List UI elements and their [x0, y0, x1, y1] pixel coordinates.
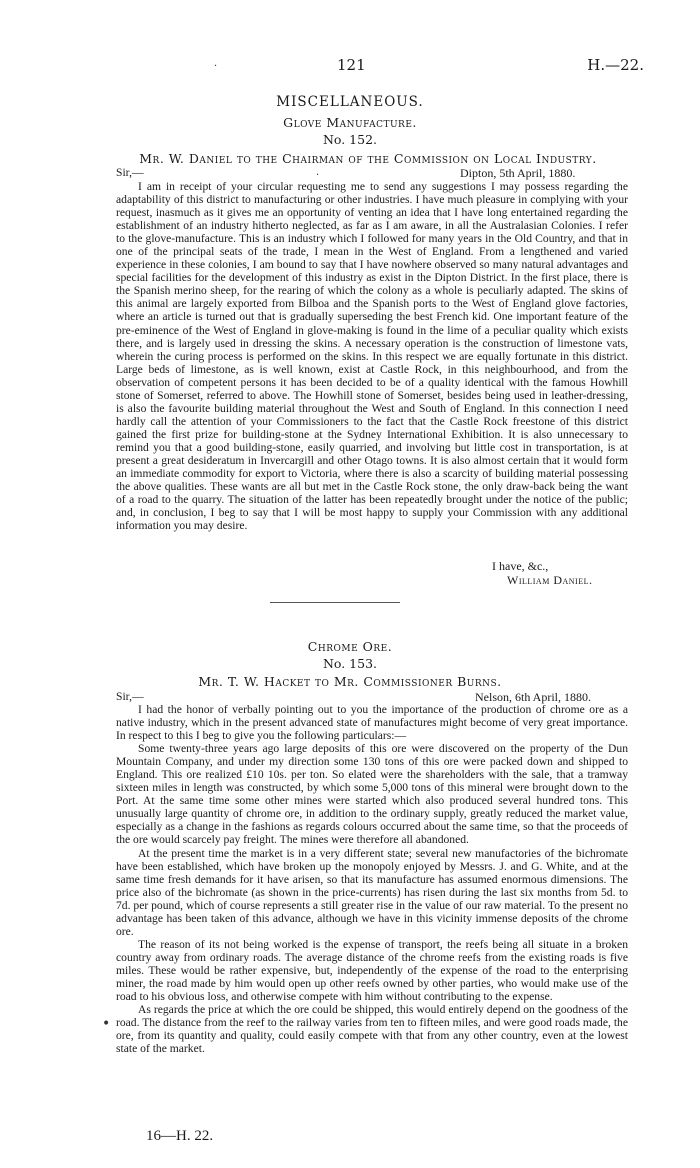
signature-mark: 16—H. 22. — [146, 1128, 214, 1144]
salutation-152: Sir,— — [116, 166, 144, 179]
print-speck: • — [102, 1016, 111, 1032]
document-reference: H.—22. — [587, 56, 644, 74]
letter-heading-153: Mr. T. W. Hacket to Mr. Commissioner Burns. — [198, 674, 502, 689]
letter-body-153 — [116, 703, 628, 1055]
page-number: 121 — [337, 56, 366, 74]
paragraph: As regards the price at which the ore could be shipped, this would entirely depend on the goodness of the road. The distance from the reef to the railway varies from ten to fifteen miles, and were good roads made, the ore, from its quantity and quality, could easily compete with that from any other country, even at the lowest state of the market. — [116, 1003, 628, 1056]
letter-number-153: No. 153. — [322, 656, 378, 671]
section-divider — [270, 602, 400, 603]
paragraph: I had the honor of verbally pointing out to you the importance of the production of chrome ore as a native industry, which in the present advanced state of manufactures might become of very great importance. In respect to this I beg to give you the following particulars:— — [116, 703, 628, 743]
section-title: MISCELLANEOUS. — [276, 94, 424, 110]
paragraph: The reason of its not being worked is the expense of transport, the reefs being all situate in a broken country away from ordinary roads. The average distance of the chrome reefs from the existing roads is five miles. These would be rather expensive, but, independently of the expense of the road to the enterprising miner, the road made by him would open up other reefs owned by other parties, who would make use of the road to his obvious loss, and otherwise compete with him without contributing to the expense. — [116, 937, 628, 1004]
paragraph: Some twenty-three years ago large deposits of this ore were discovered on the property of the Dun Mountain Company, and under my direction some 130 tons of this ore were packed down and shipped to England. This ore realized £10 10s. per ton. So elated were the shareholders with the sale, that a tramway sixteen miles in length was constructed, by which some 5,000 tons of this mineral were brought down to the Port. At the same time some other mines were started which also produced several hundred tons. This unusually large quantity of chrome ore, in addition to the ordinary supply, greatly reduced the market value, especially as a change in the fashions as regards colours occurred about the same time, so that the proceeds of the ore would scarcely pay freight. The mines were therefore all abandoned. — [116, 742, 628, 847]
letter-subject-chrome: Chrome Ore. — [307, 639, 393, 654]
letter-subject-glove: Glove Manufacture. — [283, 115, 417, 130]
letter-heading-152: Mr. W. Daniel to the Chairman of the Commission on Local Industry. — [139, 151, 597, 166]
paragraph: I am in receipt of your circular requesting me to send any suggestions I may possess regarding the adaptability of this district to manufacturing or other industries. I have much pleasure in complying with your request, inasmuch as it gives me an opportunity of venting an idea that I have long entertained regarding the establishment of an industry hitherto neglected, as far as I am aware, in all the Australasian Colonies. I refer to the glove-manufacture. This is an industry which I followed for many years in the Old Country, and that in one of the principal seats of the trade, I mean in the West of England. From a lengthened and varied experience in these colonies, I am bound to say that I have nowhere observed so many natural advantages and special facilities for the development of this industry as exist in the Dipton District. In the first place, there is the Spanish merino sheep, for the rearing of which the colony as a whole is peculiarly adapted. The skins of this animal are largely exported from Bilboa and the Spanish ports to the West of England glove factories, where an article is turned out that is gradually superseding the best French kid. One important feature of the pre-eminence of the West of England in glove-making is found in the lime of a peculiar quality which exists there, and is largely used in dressing the skins. A necessary operation is the construction of limestone vats, wherein the curing process is performed on the skins. In this respect we are equally fortunate in this district. Large beds of limestone, as is well known, exist at Castle Rock, in this neighbourhood, and from the observation of competent persons it has been decided to be of a quality identical with the famous Howhill stone of Somerset, referred to above. The Howhill stone of Somerset, besides being used in leather-dressing, is also the favourite building material throughout the West and South of England. In this connection I need hardly call the attention of your Commissioners to the fact that the Castle Rock freestone of this district gained the first prize for building-stone at the Sydney International Exhibition. It is also unnecessary to remind you that a good building-stone, easily quarried, and involving but little cost in transportation, is at present a great desideratum in Invercargill and other Otago towns. It is also almost certain that it would form an immediate commodity for export to Victoria, where there is also a scarcity of building material possessing the above qualities. These wants are all but met in the Castle Rock stone, the only draw-back being the want of a road to the quarry. The situation of the latter has been repeatedly brought under the notice of the public; and, in conclusion, I beg to say that I will be most happy to supply your Commission with any additional information you may desire. — [116, 180, 628, 533]
dateline-152: Dipton, 5th April, 1880. — [460, 166, 576, 180]
signature-daniel: William Daniel. — [507, 573, 593, 587]
letter-number-152: No. 152. — [322, 132, 378, 147]
print-speck: · — [316, 170, 320, 181]
paragraph: At the present time the market is in a very different state; several new manufactories of the bichromate have been established, which have broken up the monopoly enjoyed by Messrs. J. and G. White, and at the same time fresh demands for it have arisen, so that its manufacture has assumed enormous dimensions. The price also of the bichromate (as shown in the price-currents) has risen during the last six months from 5d. to 7d. per pound, which of course represents a still greater rise in the value of our raw material. To the present no advantage has been taken of this advance, although we have in this vicinity immense deposits of the chrome ore. — [116, 846, 628, 938]
print-speck: · — [214, 61, 218, 72]
dateline-153: Nelson, 6th April, 1880. — [475, 690, 591, 704]
salutation-153: Sir,— — [116, 690, 144, 703]
letter-body-152 — [116, 180, 628, 532]
closing-152: I have, &c., — [492, 559, 549, 573]
